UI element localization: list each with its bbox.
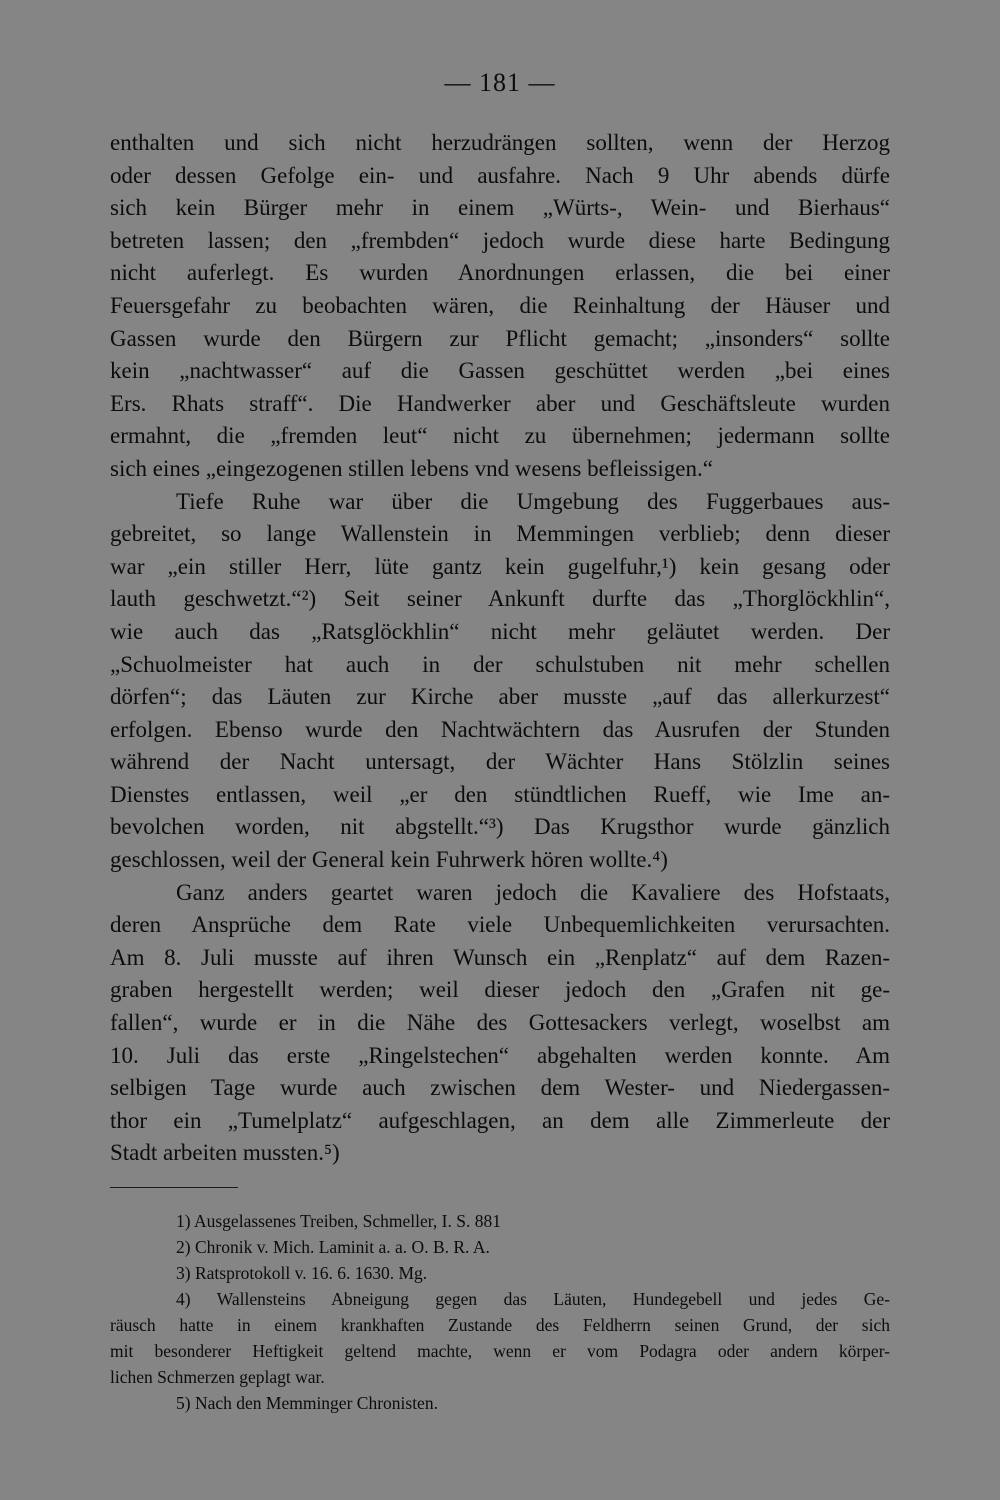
body-text bbox=[110, 127, 890, 1170]
footnote-line: 1) Ausgelassenes Treiben, Schmeller, I. S. 881 bbox=[176, 1211, 501, 1231]
footnote-line: mit besonderer Heftigkeit geltend machte, wenn er vom Podagra oder andern körper- bbox=[110, 1341, 890, 1361]
text-line: fallen“, wurde er in die Nähe des Gottesackers verlegt, woselbst am bbox=[110, 1010, 890, 1036]
footnotes bbox=[110, 1208, 890, 1416]
footnote-line: räusch hatte in einem krankhaften Zustande des Feldherrn seinen Grund, der sich bbox=[110, 1315, 890, 1335]
text-line: erfolgen. Ebenso wurde den Nachtwächtern das Ausrufen der Stunden bbox=[110, 716, 890, 742]
text-line: lauth geschwetzt.“²) Seit seiner Ankunft durfte das „Thorglöckhlin“, bbox=[110, 586, 890, 612]
text-line: nicht auferlegt. Es wurden Anordnungen erlassen, die bei einer bbox=[110, 260, 890, 286]
text-line: thor ein „Tumelplatz“ aufgeschlagen, an dem alle Zimmerleute der bbox=[110, 1107, 890, 1133]
text-line: gebreitet, so lange Wallenstein in Memmingen verblieb; denn dieser bbox=[110, 521, 890, 547]
text-line: Ers. Rhats straff“. Die Handwerker aber und Geschäftsleute wurden bbox=[110, 390, 890, 416]
text-line: Am 8. Juli musste auf ihren Wunsch ein „Renplatz“ auf dem Razen- bbox=[110, 944, 890, 970]
text-line: Gassen wurde den Bürgern zur Pflicht gemacht; „insonders“ sollte bbox=[110, 325, 890, 351]
text-line: Ganz anders geartet waren jedoch die Kavaliere des Hofstaats, bbox=[176, 879, 890, 905]
text-line: Stadt arbeiten mussten.⁵) bbox=[110, 1140, 340, 1166]
text-line: oder dessen Gefolge ein- und ausfahre. Nach 9 Uhr abends dürfe bbox=[110, 162, 890, 188]
text-line: sich kein Bürger mehr in einem „Würts-, Wein- und Bierhaus“ bbox=[110, 195, 890, 221]
text-line: 10. Juli das erste „Ringelstechen“ abgehalten werden konnte. Am bbox=[110, 1042, 890, 1068]
text-line: Tiefe Ruhe war über die Umgebung des Fuggerbaues aus- bbox=[176, 488, 890, 514]
text-line: betreten lassen; den „frembden“ jedoch wurde diese harte Bedingung bbox=[110, 227, 890, 253]
text-line: dörfen“; das Läuten zur Kirche aber musste „auf das allerkurzest“ bbox=[110, 684, 890, 710]
footnote-line: 2) Chronik v. Mich. Laminit a. a. O. B. R. A. bbox=[176, 1237, 490, 1257]
text-line: sich eines „eingezogenen stillen lebens vnd wesens befleissigen.“ bbox=[110, 455, 713, 481]
footnote-line: lichen Schmerzen geplagt war. bbox=[110, 1367, 325, 1387]
text-line: wie auch das „Ratsglöckhlin“ nicht mehr geläutet werden. Der bbox=[110, 618, 890, 644]
text-line: kein „nachtwasser“ auf die Gassen geschüttet werden „bei eines bbox=[110, 358, 890, 384]
footnote-line: 4) Wallensteins Abneigung gegen das Läuten, Hundegebell und jedes Ge- bbox=[176, 1289, 890, 1309]
text-line: bevolchen worden, nit abgstellt.“³) Das Krugsthor wurde gänzlich bbox=[110, 814, 890, 840]
footnote-divider bbox=[110, 1187, 238, 1188]
text-line: selbigen Tage wurde auch zwischen dem Wester- und Niedergassen- bbox=[110, 1075, 890, 1101]
text-line: deren Ansprüche dem Rate viele Unbequemlichkeiten verursachten. bbox=[110, 912, 890, 938]
text-line: Dienstes entlassen, weil „er den stündtlichen Rueff, wie Ime an- bbox=[110, 781, 890, 807]
footnote-line: 3) Ratsprotokoll v. 16. 6. 1630. Mg. bbox=[176, 1263, 428, 1283]
text-line: während der Nacht untersagt, der Wächter Hans Stölzlin seines bbox=[110, 749, 890, 775]
footnote-line: 5) Nach den Memminger Chronisten. bbox=[176, 1393, 438, 1413]
text-line: „Schuolmeister hat auch in der schulstuben nit mehr schellen bbox=[110, 651, 890, 677]
text-line: ermahnt, die „fremden leut“ nicht zu übernehmen; jedermann sollte bbox=[110, 423, 890, 449]
text-line: war „ein stiller Herr, lüte gantz kein gugelfuhr,¹) kein gesang oder bbox=[110, 553, 890, 579]
text-line: graben hergestellt werden; weil dieser jedoch den „Grafen nit ge- bbox=[110, 977, 890, 1003]
text-line: enthalten und sich nicht herzudrängen sollten, wenn der Herzog bbox=[110, 130, 890, 155]
text-line: Feuersgefahr zu beobachten wären, die Reinhaltung der Häuser und bbox=[110, 292, 890, 318]
text-line: geschlossen, weil der General kein Fuhrwerk hören wollte.⁴) bbox=[110, 847, 668, 873]
page-number: — 181 — bbox=[444, 68, 556, 97]
